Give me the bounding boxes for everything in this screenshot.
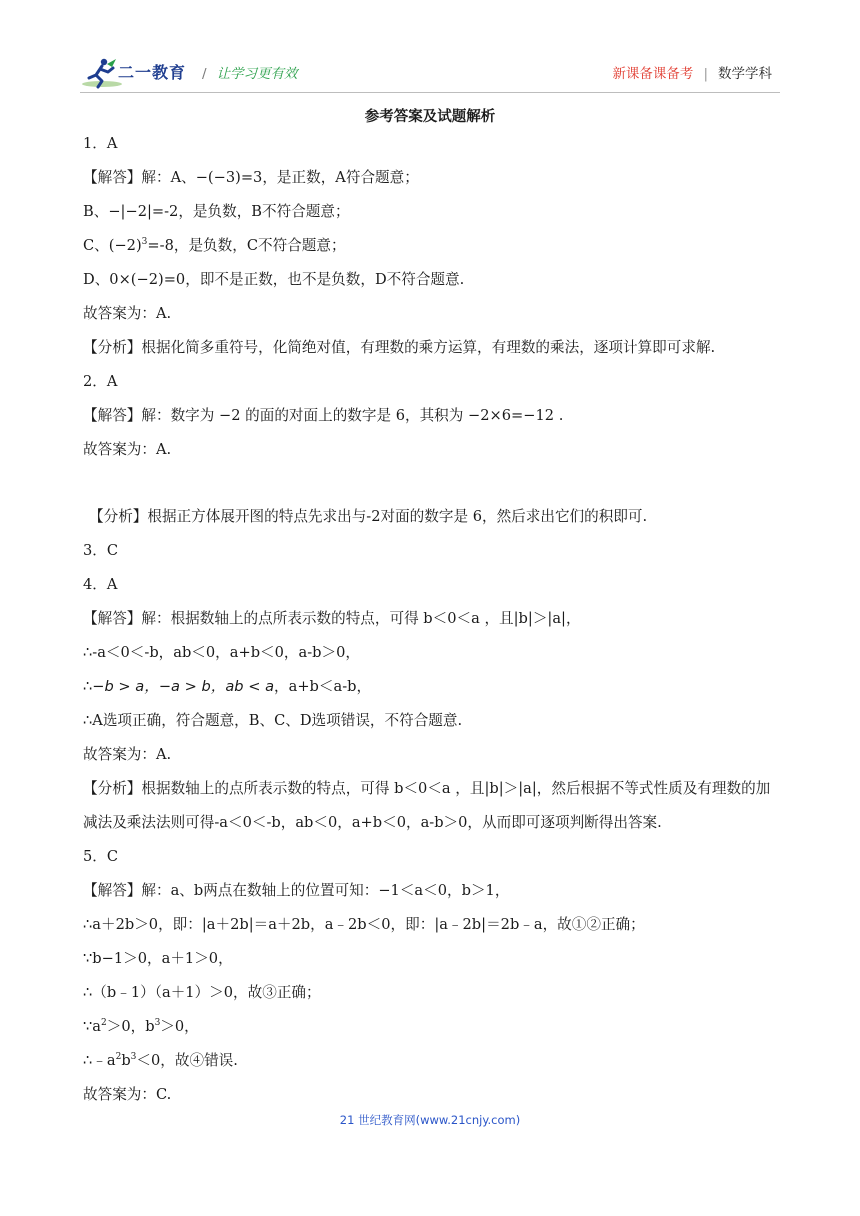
answer-line: 1．A xyxy=(83,135,118,152)
answer-line: 故答案为：A. xyxy=(83,305,172,322)
superscript: 3 xyxy=(154,1018,161,1029)
answer-line: 4．A xyxy=(83,576,118,593)
answer-line: 2．A xyxy=(83,373,118,390)
answer-line: ∴-a＜0＜-b，ab＜0，a+b＜0，a-b＞0， xyxy=(83,644,360,661)
answer-line xyxy=(83,236,346,256)
header-subject xyxy=(612,62,772,82)
text-span: ∵a xyxy=(83,1018,101,1035)
text-span: ∴ xyxy=(83,678,93,695)
answer-line: ∴a＋2b＞0，即：|a＋2b|＝a＋2b，a﹣2b＜0，即：|a﹣2b|＝2b﹣a，故①②正确； xyxy=(83,916,645,933)
answer-line: 【解答】解：数字为 −2 的面的对面上的数字是 6，其积为 −2×6=−12 . xyxy=(83,407,564,424)
answer-line: 故答案为：C. xyxy=(83,1086,172,1103)
answer-line: 5．C xyxy=(83,848,119,865)
answer-line xyxy=(83,677,371,697)
text-span: ∴﹣a xyxy=(83,1052,116,1069)
answer-line: B、−|−2|=-2，是负数，B不符合题意； xyxy=(83,203,350,220)
answer-line: ∴（b﹣1）（a＋1）＞0，故③正确； xyxy=(83,984,321,1001)
answer-line: 故答案为：A. xyxy=(83,441,172,458)
logo-text: 二一教育 xyxy=(118,63,187,82)
analysis-line: 【分析】根据化简多重符号，化简绝对值，有理数的乘方运算，有理数的乘法，逐项计算即可求解. xyxy=(83,339,716,356)
answer-line: ∵b−1＞0，a＋1＞0， xyxy=(83,950,233,967)
answer-line: ∴A选项正确，符合题意，B、C、D选项错误，不符合题意. xyxy=(83,712,463,729)
superscript: 3 xyxy=(141,237,148,248)
header-separator: | xyxy=(703,66,708,82)
answer-line: 【解答】解：A、−(−3)=3，是正数，A符合题意； xyxy=(83,169,419,186)
superscript: 2 xyxy=(101,1018,107,1029)
page-footer[interactable]: 21 世纪教育网(www.21cnjy.com) xyxy=(339,1113,521,1127)
text-span: ＞0， xyxy=(160,1018,199,1035)
answer-line: 【解答】解：根据数轴上的点所表示数的特点，可得 b＜0＜a ，且|b|＞|a|， xyxy=(83,610,581,627)
slogan xyxy=(202,62,298,82)
header-divider xyxy=(80,92,780,93)
analysis-line: 【分析】根据正方体展开图的特点先求出与-2对面的数字是 6，然后求出它们的积即可. xyxy=(89,508,648,525)
header-red-label: 新课备课备考 xyxy=(612,66,694,82)
text-span: ＜0，故④错误. xyxy=(136,1052,238,1069)
answer-line xyxy=(83,1051,238,1071)
math-expression: −b > a，−a > b，ab < a xyxy=(92,678,275,695)
text-span: ，a+b＜a-b， xyxy=(274,678,372,695)
text-span: b xyxy=(121,1052,131,1069)
text-span: =-8，是负数，C不符合题意； xyxy=(147,237,346,254)
answer-line: D、0×(−2)=0，即不是正数，也不是负数，D不符合题意. xyxy=(83,271,465,288)
slogan-separator: / xyxy=(202,66,207,82)
superscript: 3 xyxy=(130,1052,137,1063)
answer-line: 故答案为：A. xyxy=(83,746,172,763)
superscript: 2 xyxy=(115,1052,122,1063)
slogan-text: 让学习更有效 xyxy=(216,66,298,82)
answer-line: 【解答】解：a、b两点在数轴上的位置可知：−1＜a＜0，b＞1， xyxy=(83,882,510,899)
text-span: ＞0，b xyxy=(106,1018,155,1035)
answer-line: 3．C xyxy=(83,542,119,559)
text-span: C、(−2) xyxy=(83,237,142,254)
analysis-paragraph: 【分析】根据数轴上的点所表示数的特点，可得 b＜0＜a ，且|b|＞|a|，然后根据不等式性质及有理数的加减法及乘法法则可得-a＜0＜-b，ab＜0，a+b＜0，a-b＞0，从而即可逐项判断得出答案. xyxy=(83,780,771,831)
answer-line xyxy=(83,1017,199,1037)
page-title: 参考答案及试题解析 xyxy=(364,109,496,125)
page-header xyxy=(80,52,780,92)
header-subject-label: 数学学科 xyxy=(718,66,772,82)
